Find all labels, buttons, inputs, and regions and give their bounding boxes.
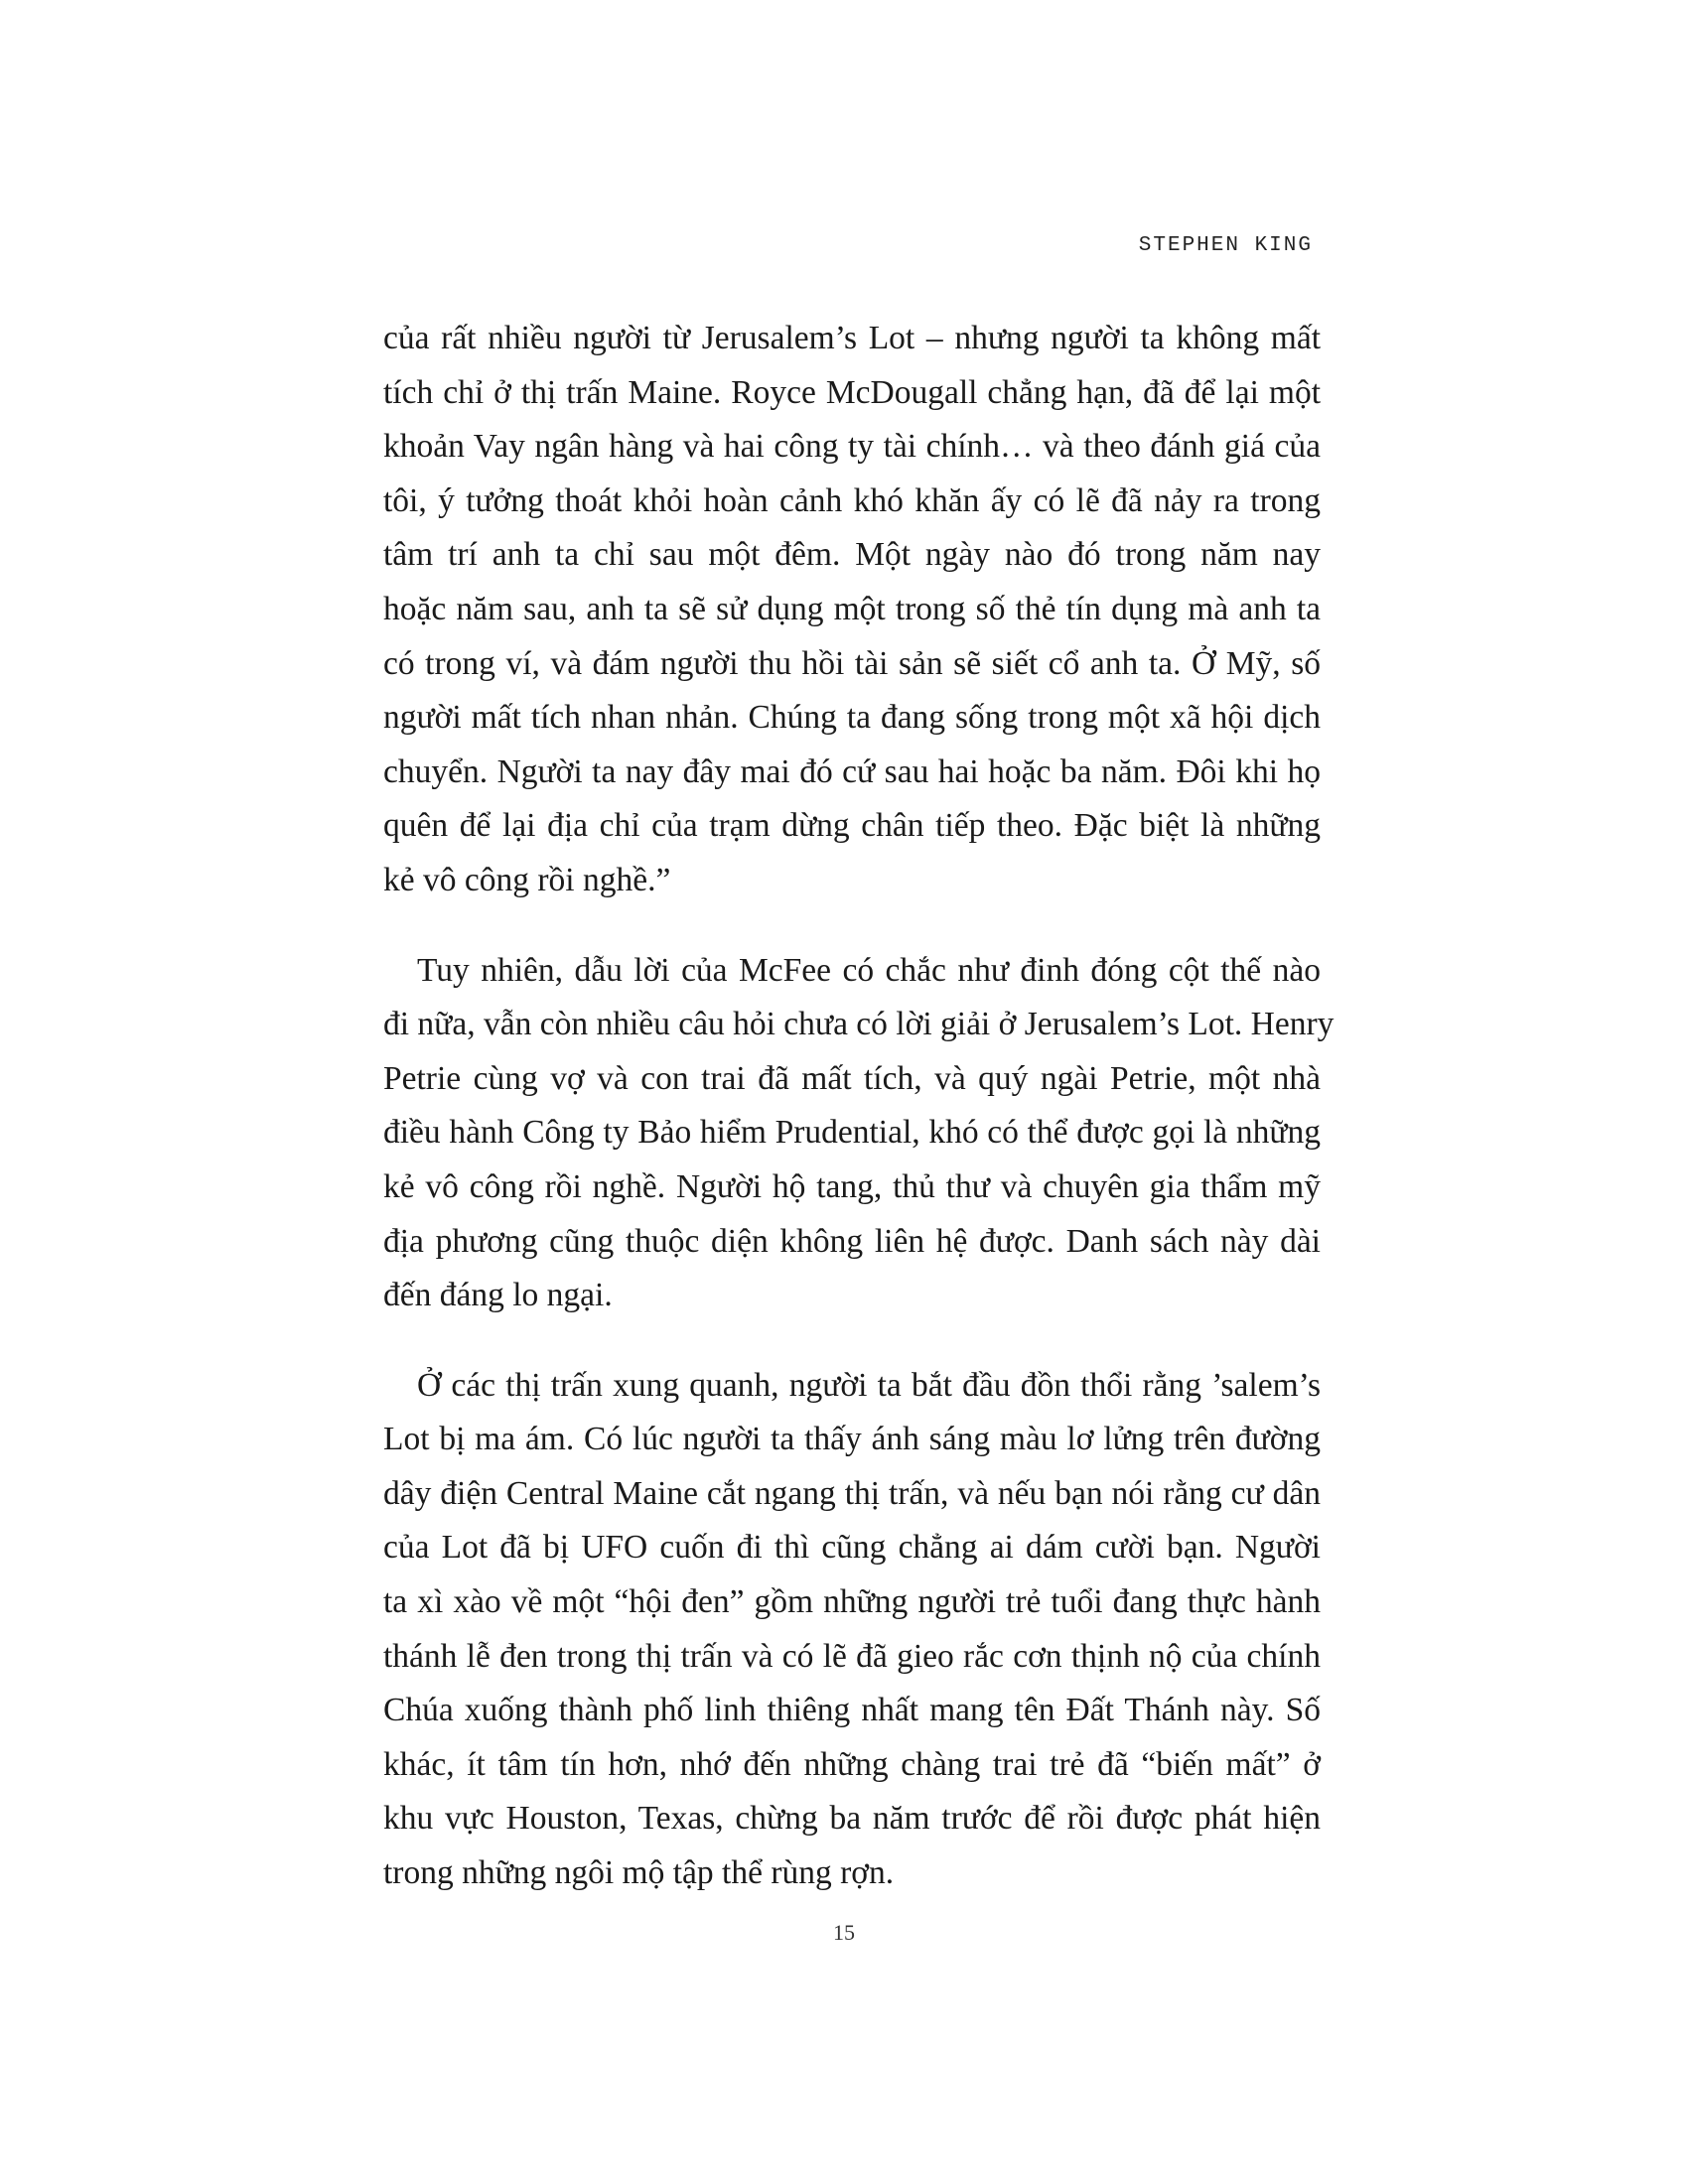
text-line: Chúa xuống thành phố linh thiêng nhất mang tên Đất Thánh này. Số <box>383 1692 1321 1729</box>
text-line: Tuy nhiên, dẫu lời của McFee có chắc như đinh đóng cột thế nào <box>417 951 1321 989</box>
body-text <box>383 312 1335 1901</box>
page-number: 15 <box>833 1920 855 1945</box>
running-head-author: STEPHEN KING <box>1138 234 1313 257</box>
text-line: Ở các thị trấn xung quanh, người ta bắt đầu đồn thổi rằng ’salem’s <box>417 1366 1321 1404</box>
text-line: địa phương cũng thuộc diện không liên hệ được. Danh sách này dài <box>383 1222 1321 1260</box>
text-line: thánh lễ đen trong thị trấn và có lẽ đã gieo rắc cơn thịnh nộ của chính <box>383 1637 1321 1675</box>
text-line: ta xì xào về một “hội đen” gồm những người trẻ tuổi đang thực hành <box>383 1583 1321 1621</box>
text-line: khoản Vay ngân hàng và hai công ty tài chính… và theo đánh giá của <box>383 428 1321 466</box>
text-line: kẻ vô công rồi nghề. Người hộ tang, thủ thư và chuyên gia thẩm mỹ <box>383 1167 1321 1205</box>
paragraph <box>383 1359 1321 1901</box>
text-line: của Lot đã bị UFO cuốn đi thì cũng chẳng ai dám cười bạn. Người <box>383 1529 1321 1567</box>
text-line: có trong ví, và đám người thu hồi tài sản sẽ siết cổ anh ta. Ở Mỹ, số <box>383 644 1321 682</box>
paragraph <box>383 312 1321 908</box>
text-line: khác, ít tâm tín hơn, nhớ đến những chàng trai trẻ đã “biến mất” ở <box>383 1745 1321 1783</box>
text-line: quên để lại địa chỉ của trạm dừng chân tiếp theo. Đặc biệt là những <box>383 807 1321 845</box>
text-line: Petrie cùng vợ và con trai đã mất tích, và quý ngài Petrie, một nhà <box>383 1059 1321 1097</box>
text-line: đến đáng lo ngại. <box>383 1277 613 1314</box>
text-line: của rất nhiều người từ Jerusalem’s Lot – nhưng người ta không mất <box>383 320 1321 356</box>
text-line: điều hành Công ty Bảo hiểm Prudential, khó có thể được gọi là những <box>383 1114 1321 1152</box>
text-line: tâm trí anh ta chỉ sau một đêm. Một ngày nào đó trong năm nay <box>383 536 1321 574</box>
text-line: dây điện Central Maine cắt ngang thị trấn, và nếu bạn nói rằng cư dân <box>383 1474 1321 1512</box>
paragraph <box>383 944 1335 1323</box>
text-line: trong những ngôi mộ tập thể rùng rợn. <box>383 1854 895 1892</box>
text-line: kẻ vô công rồi nghề.” <box>383 861 671 898</box>
text-line: tôi, ý tưởng thoát khỏi hoàn cảnh khó khăn ấy có lẽ đã nảy ra trong <box>383 481 1321 519</box>
text-line: Lot bị ma ám. Có lúc người ta thấy ánh sáng màu lơ lửng trên đường <box>383 1421 1321 1458</box>
text-line: khu vực Houston, Texas, chừng ba năm trước để rồi được phát hiện <box>383 1800 1321 1838</box>
text-line: tích chỉ ở thị trấn Maine. Royce McDougall chẳng hạn, đã để lại một <box>383 373 1321 411</box>
text-line: đi nữa, vẫn còn nhiều câu hỏi chưa có lời giải ở Jerusalem’s Lot. Henry <box>383 1006 1335 1043</box>
text-line: người mất tích nhan nhản. Chúng ta đang sống trong một xã hội dịch <box>383 699 1321 737</box>
text-line: hoặc năm sau, anh ta sẽ sử dụng một trong số thẻ tín dụng mà anh ta <box>383 590 1321 627</box>
text-line: chuyển. Người ta nay đây mai đó cứ sau hai hoặc ba năm. Đôi khi họ <box>383 752 1321 790</box>
